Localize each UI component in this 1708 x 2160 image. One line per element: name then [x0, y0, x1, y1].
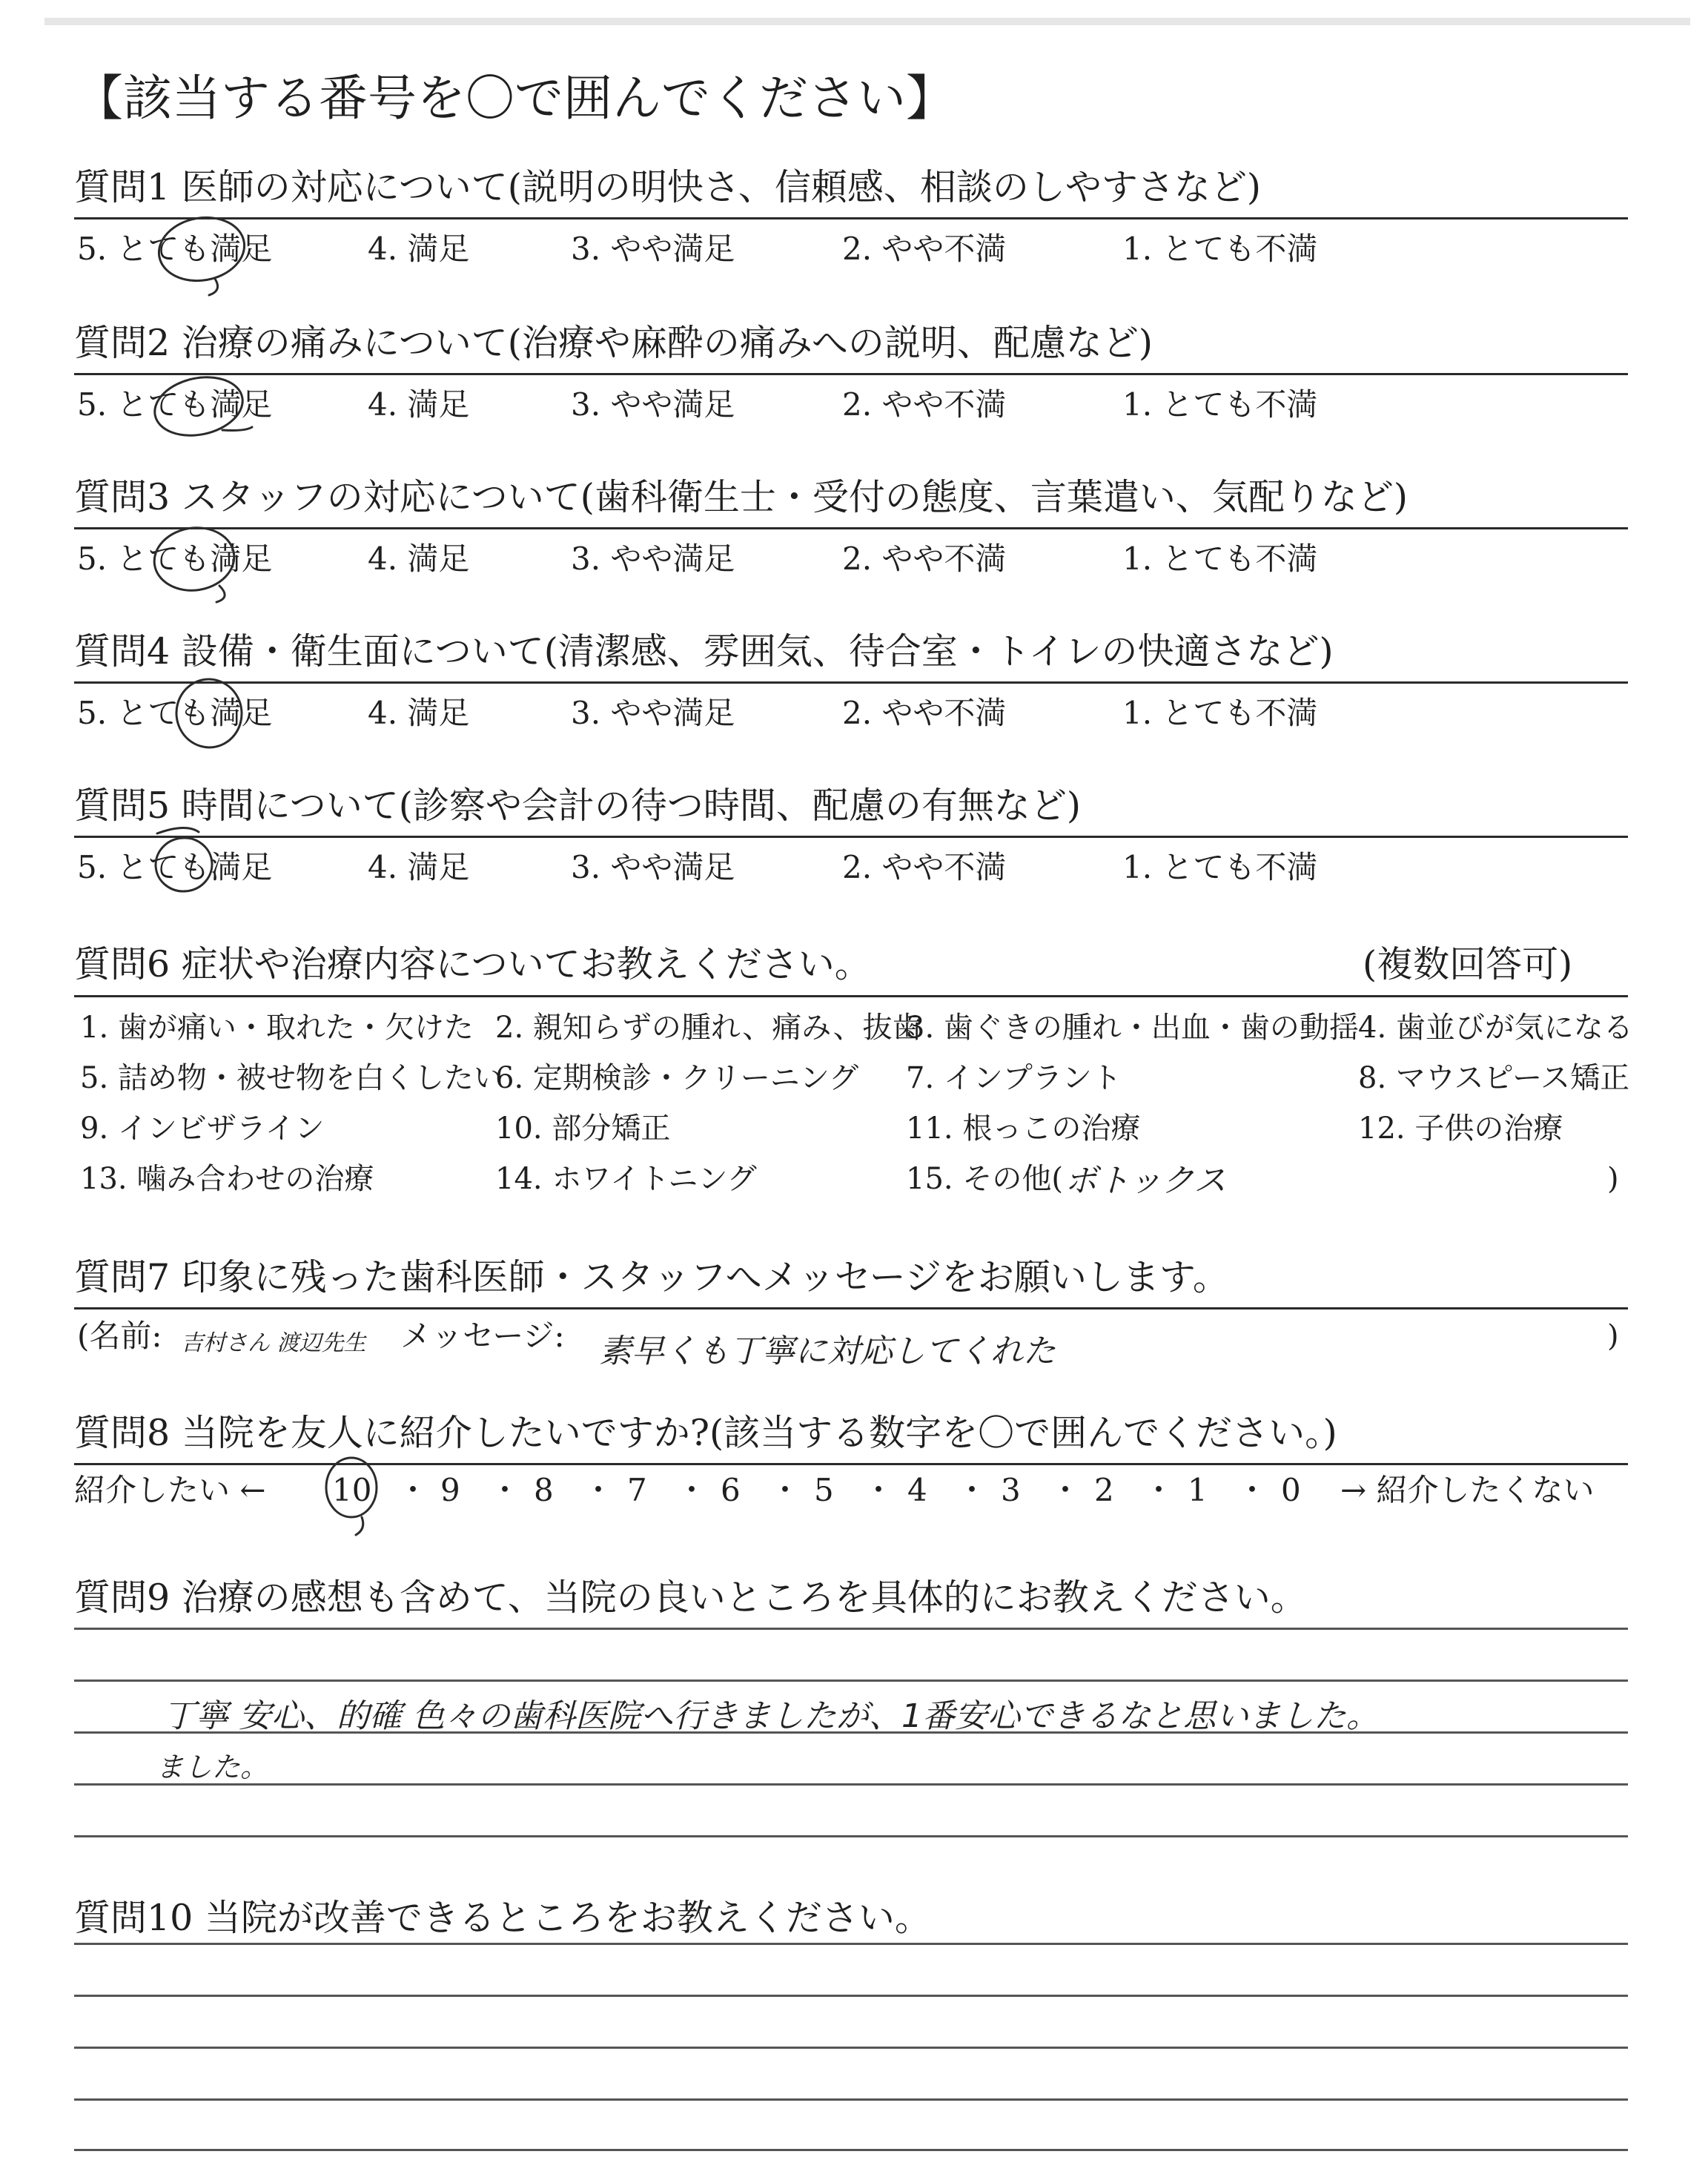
- top-edge: [44, 18, 1690, 25]
- option-6[interactable]: 6. 定期検診・クリーニング: [495, 1061, 859, 1095]
- option-11[interactable]: 11. 根っこの治療: [906, 1112, 1141, 1146]
- scale-dot: ・: [397, 1472, 429, 1508]
- scale-left-label: 紹介したい ←: [74, 1472, 266, 1508]
- scale-right-label: → 紹介したくない: [1340, 1472, 1595, 1508]
- question-title: 質問8 当院を友人に紹介したいですか?(該当する数字を〇で囲んでください。): [74, 1412, 1337, 1454]
- scale-dot: ・: [1143, 1472, 1175, 1508]
- score-6[interactable]: 6: [721, 1472, 741, 1508]
- answer-1[interactable]: 1. とても不満: [1122, 231, 1318, 267]
- divider: [74, 1463, 1628, 1465]
- score-7[interactable]: 7: [627, 1472, 647, 1508]
- scale-dot: ・: [583, 1472, 615, 1508]
- multiple-answer-note: (複数回答可): [1363, 943, 1573, 985]
- option-15-other[interactable]: 15. その他(: [906, 1162, 1063, 1196]
- answer-line: [74, 1628, 1628, 1630]
- form-header: 【該当する番号を〇で囲んでください】: [74, 70, 955, 127]
- option-4[interactable]: 4. 歯並びが気になる: [1358, 1011, 1633, 1045]
- message-label: メッセージ:: [400, 1318, 565, 1354]
- divider: [74, 217, 1628, 219]
- answer-5[interactable]: 5. とても満足: [77, 386, 273, 423]
- answer-4[interactable]: 4. 満足: [368, 231, 470, 267]
- answer-1[interactable]: 1. とても不満: [1122, 386, 1318, 423]
- answer-line[interactable]: [74, 2149, 1628, 2151]
- score-9[interactable]: 9: [440, 1472, 460, 1508]
- answer-5[interactable]: 5. とても満足: [77, 695, 273, 731]
- scale-dot: ・: [489, 1472, 521, 1508]
- answer-3[interactable]: 3. やや満足: [571, 386, 735, 423]
- name-label: (名前:: [77, 1318, 162, 1354]
- name-handwritten[interactable]: 吉村さん 渡辺先生: [181, 1330, 366, 1356]
- score-1[interactable]: 1: [1188, 1472, 1208, 1508]
- pen-tail: [209, 279, 218, 295]
- divider: [74, 1307, 1628, 1309]
- answer-line[interactable]: [74, 1943, 1628, 1945]
- answer-4[interactable]: 4. 満足: [368, 695, 470, 731]
- question-title: 質問1 医師の対応について(説明の明快さ、信頼感、相談のしやすさなど): [74, 166, 1262, 208]
- option-3[interactable]: 3. 歯ぐきの腫れ・出血・歯の動揺: [906, 1011, 1359, 1045]
- answer-3[interactable]: 3. やや満足: [571, 231, 735, 267]
- answer-4[interactable]: 4. 満足: [368, 849, 470, 885]
- option-2[interactable]: 2. 親知らずの腫れ、痛み、抜歯: [495, 1011, 922, 1045]
- handwritten-answer-line-2[interactable]: ました。: [156, 1751, 269, 1783]
- question-title: 質問6 症状や治療内容についてお教えください。: [74, 943, 871, 985]
- option-14[interactable]: 14. ホワイトニング: [495, 1162, 757, 1196]
- divider: [74, 995, 1628, 997]
- scale-dot: ・: [769, 1472, 801, 1508]
- answer-3[interactable]: 3. やや満足: [571, 541, 735, 577]
- score-5[interactable]: 5: [814, 1472, 834, 1508]
- question-title: 質問4 設備・衛生面について(清潔感、雰囲気、待合室・トイレの快適さなど): [74, 630, 1334, 673]
- option-7[interactable]: 7. インプラント: [906, 1061, 1122, 1095]
- option-10[interactable]: 10. 部分矯正: [495, 1112, 671, 1146]
- score-3[interactable]: 3: [1001, 1472, 1021, 1508]
- other-close-paren: ): [1607, 1162, 1619, 1196]
- divider: [74, 681, 1628, 684]
- answer-5[interactable]: 5. とても満足: [77, 541, 273, 577]
- answer-3[interactable]: 3. やや満足: [571, 849, 735, 885]
- option-9[interactable]: 9. インビザライン: [80, 1112, 325, 1146]
- other-handwritten: ボトックス: [1065, 1162, 1227, 1200]
- score-10[interactable]: 10: [332, 1472, 372, 1508]
- answer-2[interactable]: 2. やや不満: [842, 541, 1007, 577]
- question-title: 質問3 スタッフの対応について(歯科衛生士・受付の態度、言葉遣い、気配りなど): [74, 476, 1409, 518]
- answer-2[interactable]: 2. やや不満: [842, 695, 1007, 731]
- score-0[interactable]: 0: [1281, 1472, 1301, 1508]
- answer-4[interactable]: 4. 満足: [368, 386, 470, 423]
- answer-1[interactable]: 1. とても不満: [1122, 695, 1318, 731]
- question-title: 質問7 印象に残った歯科医師・スタッフへメッセージをお願いします。: [74, 1256, 1229, 1298]
- scale-dot: ・: [956, 1472, 988, 1508]
- answer-line: [74, 1680, 1628, 1682]
- question-title: 質問10 当院が改善できるところをお教えください。: [74, 1897, 931, 1939]
- answer-2[interactable]: 2. やや不満: [842, 386, 1007, 423]
- question-title: 質問9 治療の感想も含めて、当院の良いところを具体的にお教えください。: [74, 1576, 1307, 1619]
- scale-dot: ・: [863, 1472, 895, 1508]
- scale-dot: ・: [1237, 1472, 1268, 1508]
- option-8[interactable]: 8. マウスピース矯正: [1358, 1061, 1630, 1095]
- answer-line[interactable]: [74, 2098, 1628, 2101]
- answer-5[interactable]: 5. とても満足: [77, 849, 273, 885]
- score-4[interactable]: 4: [907, 1472, 927, 1508]
- answer-line: [74, 1783, 1628, 1786]
- option-1[interactable]: 1. 歯が痛い・取れた・欠けた: [80, 1011, 474, 1045]
- option-12[interactable]: 12. 子供の治療: [1358, 1112, 1563, 1146]
- answer-3[interactable]: 3. やや満足: [571, 695, 735, 731]
- message-close-paren: ): [1607, 1319, 1619, 1353]
- question-title: 質問5 時間について(診察や会計の待つ時間、配慮の有無など): [74, 785, 1082, 827]
- option-13[interactable]: 13. 噛み合わせの治療: [80, 1162, 374, 1196]
- answer-1[interactable]: 1. とても不満: [1122, 849, 1318, 885]
- scale-dot: ・: [676, 1472, 708, 1508]
- answer-line: [74, 1835, 1628, 1837]
- message-handwritten[interactable]: 素早くも丁寧に対応してくれた: [599, 1332, 1056, 1370]
- pen-tail: [356, 1517, 363, 1535]
- answer-5[interactable]: 5. とても満足: [77, 231, 273, 267]
- divider: [74, 836, 1628, 838]
- handwritten-answer-line-1[interactable]: 丁寧 安心、的確 色々の歯科医院へ行きましたが、1番安心できるなと思いました。: [163, 1697, 1379, 1735]
- divider: [74, 373, 1628, 375]
- option-5[interactable]: 5. 詰め物・被せ物を白くしたい: [80, 1061, 503, 1095]
- answer-2[interactable]: 2. やや不満: [842, 849, 1007, 885]
- pen-tail: [222, 427, 252, 431]
- answer-1[interactable]: 1. とても不満: [1122, 541, 1318, 577]
- answer-2[interactable]: 2. やや不満: [842, 231, 1007, 267]
- question-title: 質問2 治療の痛みについて(治療や麻酔の痛みへの説明、配慮など): [74, 322, 1153, 364]
- divider: [74, 527, 1628, 529]
- answer-line[interactable]: [74, 1995, 1628, 1997]
- pen-tail: [216, 586, 225, 602]
- score-2[interactable]: 2: [1094, 1472, 1114, 1508]
- score-8[interactable]: 8: [534, 1472, 554, 1508]
- answer-4[interactable]: 4. 満足: [368, 541, 470, 577]
- answer-line[interactable]: [74, 2047, 1628, 2049]
- scale-dot: ・: [1050, 1472, 1082, 1508]
